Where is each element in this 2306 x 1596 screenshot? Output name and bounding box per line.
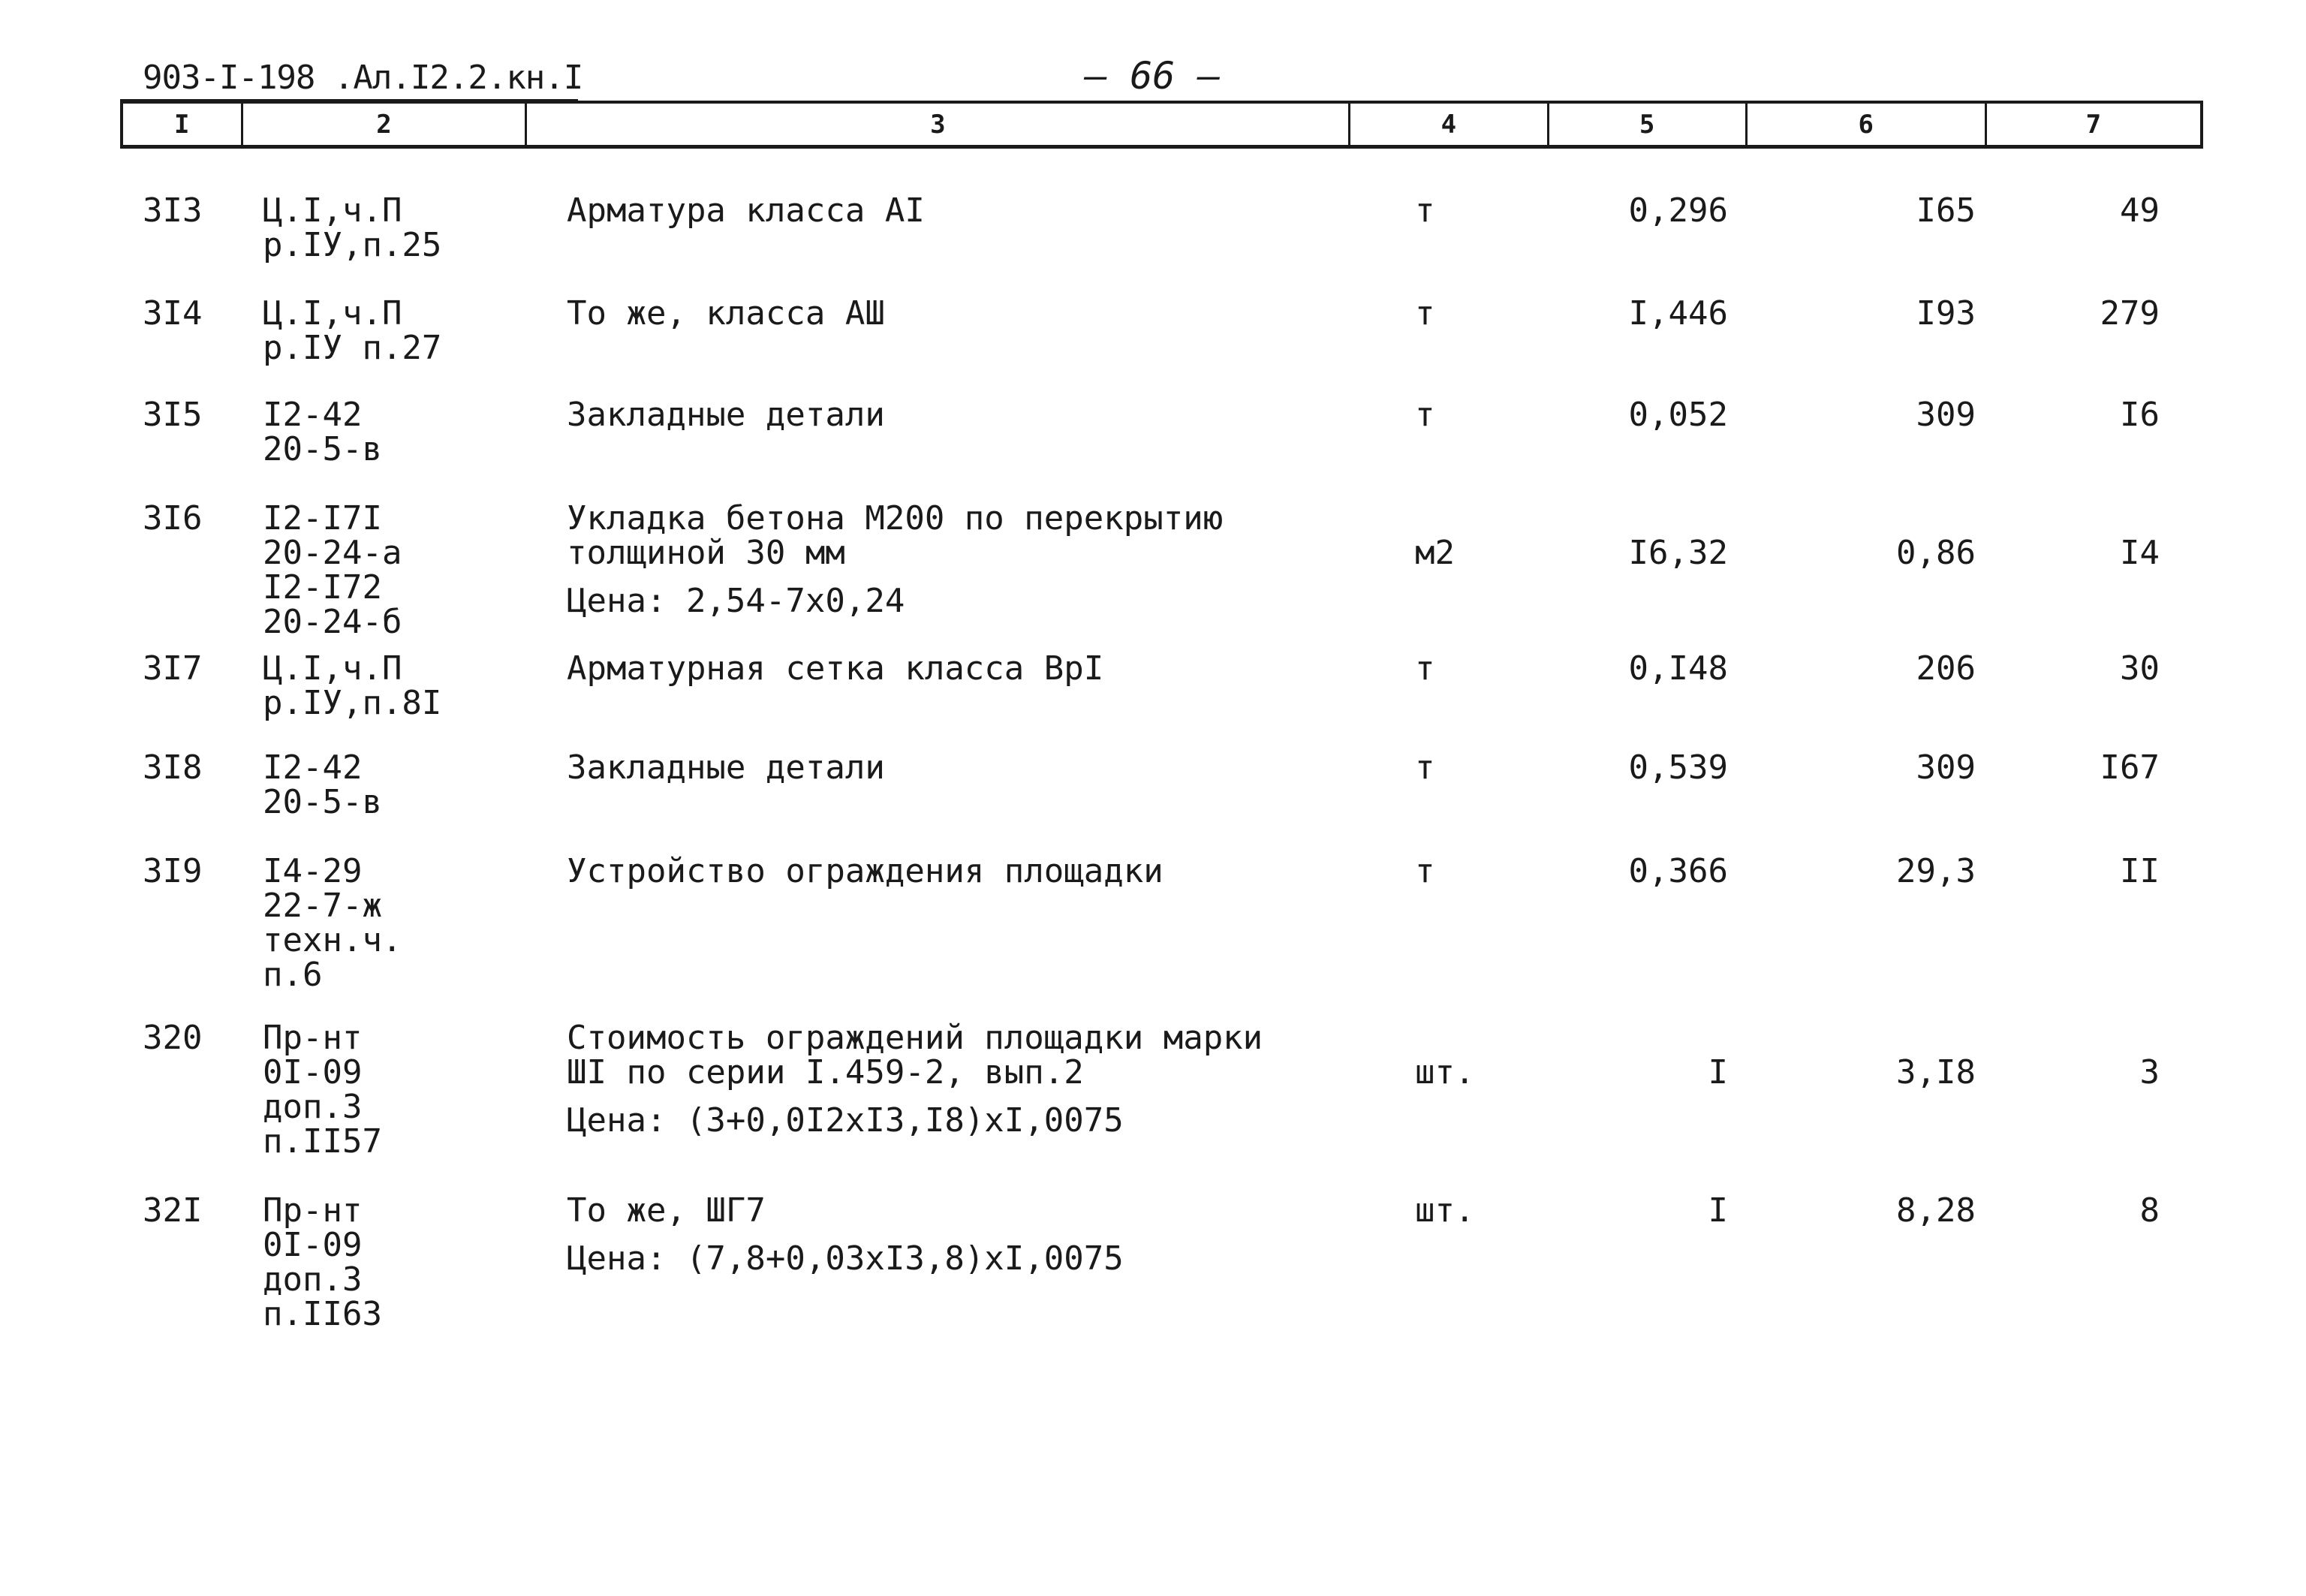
total-cost: 8 bbox=[2139, 1191, 2160, 1230]
quantity: 0,052 bbox=[1628, 396, 1728, 434]
work-description-line: ШI по серии I.459-2, вып.2 bbox=[567, 1053, 1084, 1092]
total-cost: I6 bbox=[2120, 396, 2160, 434]
row-number: 3I8 bbox=[143, 748, 203, 787]
norm-reference-line: I2-I7I bbox=[263, 499, 382, 538]
norm-reference-line: Пр-нт bbox=[263, 1019, 363, 1057]
norm-reference bbox=[263, 1191, 382, 1333]
row-number: 3I7 bbox=[143, 649, 203, 688]
column-header-5: 5 bbox=[1549, 104, 1748, 145]
norm-reference-line: 20-5-в bbox=[263, 783, 382, 821]
norm-reference-line: техн.ч. bbox=[263, 921, 402, 959]
norm-reference bbox=[263, 398, 382, 467]
total-cost: 3 bbox=[2139, 1053, 2160, 1092]
unit: т bbox=[1415, 191, 1435, 230]
work-description-line: Арматурная сетка класса ВрI bbox=[567, 649, 1104, 688]
unit-cost: I93 bbox=[1916, 294, 1976, 333]
quantity: 0,539 bbox=[1628, 748, 1728, 787]
norm-reference-line: I2-42 bbox=[263, 396, 363, 434]
norm-reference bbox=[263, 649, 442, 722]
norm-reference-line: р.IУ п.27 bbox=[263, 329, 442, 367]
norm-reference-line: п.6 bbox=[263, 956, 323, 994]
quantity: I bbox=[1708, 1191, 1728, 1230]
unit-cost: I65 bbox=[1916, 191, 1976, 230]
unit: м2 bbox=[1415, 534, 1455, 572]
work-description bbox=[567, 649, 1104, 688]
work-description-line: толщиной 30 мм bbox=[567, 534, 845, 572]
row-number: 32I bbox=[143, 1191, 203, 1230]
unit-cost: 309 bbox=[1916, 748, 1976, 787]
work-description bbox=[567, 191, 925, 230]
column-header-4: 4 bbox=[1350, 104, 1549, 145]
unit: т bbox=[1415, 396, 1435, 434]
work-description bbox=[567, 294, 885, 333]
document-code: 903-I-198 .Ал.I2.2.кн.I bbox=[143, 59, 583, 97]
unit: шт. bbox=[1415, 1191, 1475, 1230]
column-header-3: 3 bbox=[527, 104, 1350, 145]
total-cost: 49 bbox=[2120, 191, 2160, 230]
work-description bbox=[567, 748, 885, 787]
unit-cost: 206 bbox=[1916, 649, 1976, 688]
quantity: 0,296 bbox=[1628, 191, 1728, 230]
norm-reference-line: Ц.I,ч.П bbox=[263, 649, 402, 688]
price-formula: Цена: (7,8+0,03хI3,8)хI,0075 bbox=[567, 1239, 1124, 1278]
norm-reference bbox=[263, 191, 442, 264]
quantity: 0,366 bbox=[1628, 852, 1728, 890]
row-number: 3I3 bbox=[143, 191, 203, 230]
unit-cost: 8,28 bbox=[1896, 1191, 1976, 1230]
row-number: 3I4 bbox=[143, 294, 203, 333]
total-cost: II bbox=[2120, 852, 2160, 890]
norm-reference-line: 20-24-б bbox=[263, 603, 402, 641]
unit-cost: 0,86 bbox=[1896, 534, 1976, 572]
column-header-6: 6 bbox=[1748, 104, 1987, 145]
work-description-line: Укладка бетона М200 по перекрытию bbox=[567, 499, 1224, 538]
work-description-line: Стоимость ограждений площадки марки bbox=[567, 1019, 1263, 1057]
unit: шт. bbox=[1415, 1053, 1475, 1092]
price-formula: Цена: (3+0,0I2хI3,I8)хI,0075 bbox=[567, 1101, 1124, 1140]
norm-reference-line: Пр-нт bbox=[263, 1191, 363, 1230]
norm-reference-line: 20-24-а bbox=[263, 534, 402, 572]
column-header-2: 2 bbox=[243, 104, 528, 145]
norm-reference bbox=[263, 501, 402, 640]
work-description-line: Арматура класса АI bbox=[567, 191, 925, 230]
price-formula: Цена: 2,54-7х0,24 bbox=[567, 582, 905, 620]
unit-cost: 309 bbox=[1916, 396, 1976, 434]
row-number: 3I6 bbox=[143, 499, 203, 538]
work-description bbox=[567, 501, 1223, 619]
column-header-1: I bbox=[123, 104, 243, 145]
norm-reference-line: р.IУ,п.25 bbox=[263, 226, 442, 264]
work-description-line: Устройство ограждения площадки bbox=[567, 852, 1164, 890]
total-cost: I4 bbox=[2120, 534, 2160, 572]
work-description bbox=[567, 1191, 1124, 1278]
norm-reference bbox=[263, 748, 382, 821]
unit: т bbox=[1415, 748, 1435, 787]
work-description-line: То же, ШГ7 bbox=[567, 1191, 766, 1230]
work-description-line: Закладные детали bbox=[567, 396, 885, 434]
norm-reference-line: I2-42 bbox=[263, 748, 363, 787]
norm-reference-line: п.II63 bbox=[263, 1295, 382, 1333]
column-header-7: 7 bbox=[2085, 109, 2102, 140]
row-number: 320 bbox=[143, 1019, 203, 1057]
norm-reference-line: доп.3 bbox=[263, 1088, 363, 1126]
quantity: I6,32 bbox=[1628, 534, 1728, 572]
work-description-line: То же, класса АШ bbox=[567, 294, 885, 333]
work-description bbox=[567, 398, 885, 432]
norm-reference-line: р.IУ,п.8I bbox=[263, 684, 442, 722]
quantity: I bbox=[1708, 1053, 1728, 1092]
norm-reference-line: Ц.I,ч.П bbox=[263, 294, 402, 333]
total-cost: I67 bbox=[2100, 748, 2160, 787]
row-number: 3I9 bbox=[143, 852, 203, 890]
norm-reference-line: п.II57 bbox=[263, 1122, 382, 1161]
total-cost: 30 bbox=[2120, 649, 2160, 688]
norm-reference-line: 0I-09 bbox=[263, 1226, 363, 1264]
unit-cost: 3,I8 bbox=[1896, 1053, 1976, 1092]
row-number: 3I5 bbox=[143, 396, 203, 434]
unit: т bbox=[1415, 294, 1435, 333]
page-number: — 66 — bbox=[1085, 54, 1221, 98]
column-header-row bbox=[120, 101, 2203, 149]
norm-reference-line: Ц.I,ч.П bbox=[263, 191, 402, 230]
work-description bbox=[567, 1021, 1263, 1138]
quantity: 0,I48 bbox=[1628, 649, 1728, 688]
unit-cost: 29,3 bbox=[1896, 852, 1976, 890]
norm-reference-line: 20-5-в bbox=[263, 430, 382, 468]
norm-reference bbox=[263, 294, 442, 367]
norm-reference bbox=[263, 854, 402, 992]
work-description-line: Закладные детали bbox=[567, 748, 885, 787]
quantity: I,446 bbox=[1628, 294, 1728, 333]
norm-reference-line: I4-29 bbox=[263, 852, 363, 890]
norm-reference-line: доп.3 bbox=[263, 1260, 363, 1299]
unit: т bbox=[1415, 649, 1435, 688]
norm-reference bbox=[263, 1021, 382, 1159]
norm-reference-line: 22-7-ж bbox=[263, 887, 382, 925]
work-description bbox=[567, 854, 1164, 889]
total-cost: 279 bbox=[2100, 294, 2160, 333]
norm-reference-line: I2-I72 bbox=[263, 568, 382, 607]
norm-reference-line: 0I-09 bbox=[263, 1053, 363, 1092]
unit: т bbox=[1415, 852, 1435, 890]
